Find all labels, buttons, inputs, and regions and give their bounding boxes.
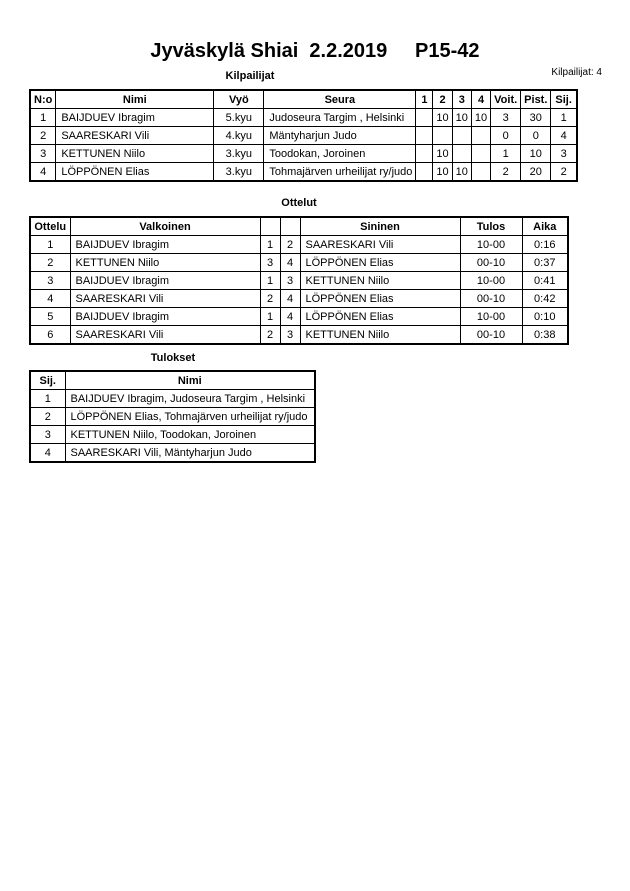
column-header-no: N:o xyxy=(30,90,56,109)
cell-white-number: 2 xyxy=(260,326,280,345)
cell-time: 0:37 xyxy=(522,254,568,272)
cell-voit: 2 xyxy=(491,163,521,182)
cell-p3 xyxy=(452,127,471,145)
cell-nimi: BAIJDUEV Ibragim xyxy=(56,109,214,127)
cell-blue-number: 4 xyxy=(280,308,300,326)
cell-time: 0:42 xyxy=(522,290,568,308)
cell-match-no: 3 xyxy=(30,272,70,290)
cell-name-club: BAIJDUEV Ibragim, Judoseura Targim , Helsinki xyxy=(65,390,315,408)
cell-nimi: KETTUNEN Niilo xyxy=(56,145,214,163)
cell-blue-number: 2 xyxy=(280,236,300,254)
cell-result: 10-00 xyxy=(460,308,522,326)
cell-placement: 1 xyxy=(30,390,65,408)
column-header-1: 1 xyxy=(416,90,433,109)
table-row xyxy=(30,326,568,345)
cell-no: 4 xyxy=(30,163,56,182)
cell-white-name: SAARESKARI Vili xyxy=(70,326,260,345)
cell-sij: 3 xyxy=(551,145,577,163)
cell-result: 00-10 xyxy=(460,290,522,308)
cell-placement: 4 xyxy=(30,444,65,463)
cell-sij: 4 xyxy=(551,127,577,145)
table-row xyxy=(30,426,315,444)
kilpailijat-section-title: Kilpailijat xyxy=(225,70,275,82)
column-header-nimi: Nimi xyxy=(56,90,214,109)
table-row xyxy=(30,127,577,145)
cell-p1 xyxy=(416,127,433,145)
cell-match-no: 1 xyxy=(30,236,70,254)
competitor-count-label: Kilpailijat: 4 xyxy=(551,67,602,78)
cell-blue-name: SAARESKARI Vili xyxy=(300,236,460,254)
table-row xyxy=(30,408,315,426)
tulokset-section-title: Tulokset xyxy=(150,352,196,364)
table-row xyxy=(30,163,577,182)
column-header-3: 3 xyxy=(452,90,471,109)
cell-p2: 10 xyxy=(433,145,452,163)
cell-blue-number: 4 xyxy=(280,254,300,272)
column-header-ottelu: Ottelu xyxy=(30,217,70,236)
cell-p4 xyxy=(471,127,490,145)
cell-pist: 30 xyxy=(521,109,551,127)
cell-white-number: 1 xyxy=(260,308,280,326)
table-row xyxy=(30,308,568,326)
cell-blue-number: 3 xyxy=(280,272,300,290)
column-header-sij: Sij. xyxy=(551,90,577,109)
cell-time: 0:10 xyxy=(522,308,568,326)
cell-vyo: 5.kyu xyxy=(214,109,264,127)
cell-result: 00-10 xyxy=(460,326,522,345)
cell-voit: 1 xyxy=(491,145,521,163)
column-header-valkoinen: Valkoinen xyxy=(70,217,260,236)
cell-p2: 10 xyxy=(433,109,452,127)
cell-white-name: KETTUNEN Niilo xyxy=(70,254,260,272)
cell-white-number: 3 xyxy=(260,254,280,272)
cell-p2: 10 xyxy=(433,163,452,182)
table-row xyxy=(30,145,577,163)
tulokset-table xyxy=(29,370,316,463)
cell-seura: Tohmajärven urheilijat ry/judo xyxy=(264,163,416,182)
cell-placement: 2 xyxy=(30,408,65,426)
cell-blue-name: KETTUNEN Niilo xyxy=(300,272,460,290)
cell-seura: Toodokan, Joroinen xyxy=(264,145,416,163)
cell-blue-name: LÖPPÖNEN Elias xyxy=(300,254,460,272)
cell-blue-number: 3 xyxy=(280,326,300,345)
column-header-4: 4 xyxy=(471,90,490,109)
cell-time: 0:41 xyxy=(522,272,568,290)
column-header-aika: Aika xyxy=(522,217,568,236)
cell-voit: 3 xyxy=(491,109,521,127)
cell-p2 xyxy=(433,127,452,145)
cell-pist: 0 xyxy=(521,127,551,145)
column-header-nimi: Nimi xyxy=(65,371,315,390)
cell-seura: Mäntyharjun Judo xyxy=(264,127,416,145)
cell-white-name: BAIJDUEV Ibragim xyxy=(70,272,260,290)
cell-nimi: LÖPPÖNEN Elias xyxy=(56,163,214,182)
column-header-tulos: Tulos xyxy=(460,217,522,236)
page-title: Jyväskylä Shiai 2.2.2019 P15-42 xyxy=(150,40,480,62)
cell-nimi: SAARESKARI Vili xyxy=(56,127,214,145)
table-row xyxy=(30,109,577,127)
cell-no: 2 xyxy=(30,127,56,145)
column-header-white-number xyxy=(260,217,280,236)
cell-no: 1 xyxy=(30,109,56,127)
cell-pist: 20 xyxy=(521,163,551,182)
cell-vyo: 3.kyu xyxy=(214,163,264,182)
cell-p3: 10 xyxy=(452,109,471,127)
cell-pist: 10 xyxy=(521,145,551,163)
ottelut-section-title: Ottelut xyxy=(281,197,317,209)
cell-white-number: 1 xyxy=(260,236,280,254)
table-row xyxy=(30,444,315,463)
cell-white-name: SAARESKARI Vili xyxy=(70,290,260,308)
cell-name-club: LÖPPÖNEN Elias, Tohmajärven urheilijat ry/judo xyxy=(65,408,315,426)
table-row xyxy=(30,236,568,254)
table-row xyxy=(30,390,315,408)
cell-p1 xyxy=(416,163,433,182)
header-row xyxy=(30,371,315,390)
column-header-sininen: Sininen xyxy=(300,217,460,236)
cell-p1 xyxy=(416,145,433,163)
cell-match-no: 5 xyxy=(30,308,70,326)
cell-result: 00-10 xyxy=(460,254,522,272)
cell-time: 0:38 xyxy=(522,326,568,345)
cell-blue-name: LÖPPÖNEN Elias xyxy=(300,290,460,308)
cell-placement: 3 xyxy=(30,426,65,444)
header-row xyxy=(30,90,577,109)
cell-match-no: 4 xyxy=(30,290,70,308)
cell-p3 xyxy=(452,145,471,163)
cell-white-name: BAIJDUEV Ibragim xyxy=(70,308,260,326)
cell-seura: Judoseura Targim , Helsinki xyxy=(264,109,416,127)
cell-p4 xyxy=(471,163,490,182)
cell-sij: 1 xyxy=(551,109,577,127)
cell-vyo: 4.kyu xyxy=(214,127,264,145)
table-row xyxy=(30,290,568,308)
column-header-voit: Voit. xyxy=(491,90,521,109)
cell-match-no: 2 xyxy=(30,254,70,272)
cell-white-name: BAIJDUEV Ibragim xyxy=(70,236,260,254)
cell-name-club: KETTUNEN Niilo, Toodokan, Joroinen xyxy=(65,426,315,444)
cell-p3: 10 xyxy=(452,163,471,182)
column-header-seura: Seura xyxy=(264,90,416,109)
cell-white-number: 2 xyxy=(260,290,280,308)
table-row xyxy=(30,254,568,272)
ottelut-table xyxy=(29,216,569,345)
cell-blue-name: KETTUNEN Niilo xyxy=(300,326,460,345)
column-header-pist: Pist. xyxy=(521,90,551,109)
cell-time: 0:16 xyxy=(522,236,568,254)
cell-no: 3 xyxy=(30,145,56,163)
column-header-sij: Sij. xyxy=(30,371,65,390)
header-row xyxy=(30,217,568,236)
cell-blue-name: LÖPPÖNEN Elias xyxy=(300,308,460,326)
cell-vyo: 3.kyu xyxy=(214,145,264,163)
cell-p1 xyxy=(416,109,433,127)
cell-blue-number: 4 xyxy=(280,290,300,308)
cell-sij: 2 xyxy=(551,163,577,182)
cell-white-number: 1 xyxy=(260,272,280,290)
cell-match-no: 6 xyxy=(30,326,70,345)
kilpailijat-table xyxy=(29,89,578,182)
cell-voit: 0 xyxy=(491,127,521,145)
cell-p4 xyxy=(471,145,490,163)
column-header-vyo: Vyö xyxy=(214,90,264,109)
cell-result: 10-00 xyxy=(460,272,522,290)
table-row xyxy=(30,272,568,290)
column-header-blue-number xyxy=(280,217,300,236)
column-header-2: 2 xyxy=(433,90,452,109)
cell-name-club: SAARESKARI Vili, Mäntyharjun Judo xyxy=(65,444,315,463)
cell-p4: 10 xyxy=(471,109,490,127)
cell-result: 10-00 xyxy=(460,236,522,254)
